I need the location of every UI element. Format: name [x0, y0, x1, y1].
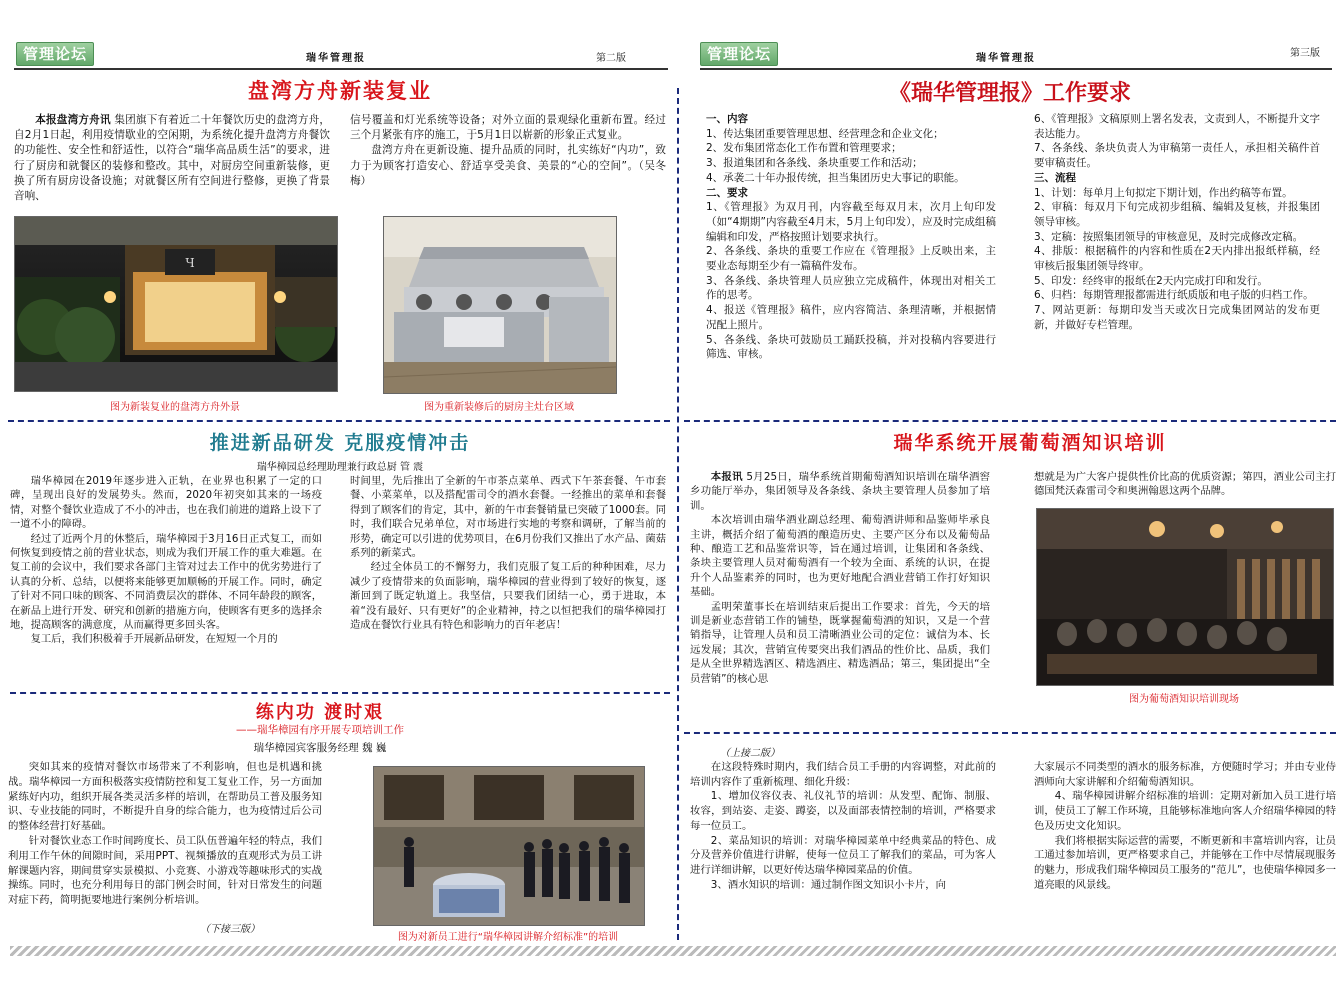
- article2-col1-p1: 瑞华樟园在2019年逐步进入正轨，在业界也积累了一定的口碑，呈现出良好的发展势头。然而，2020年初突如其来的一场疫情，对整个餐饮业造成了不小的冲击，也在我们前进的道路上设下了一道不小的障碍。: [10, 475, 322, 531]
- requirement-line: 7、网站更新：每期印发当天或次日完成集团网站的发布更新，并做好专栏管理。: [1034, 304, 1320, 331]
- requirement-line: 2、各条线、条块的重要工作应在《管理报》上反映出来，主要业态每期至少有一篇稿件发布。: [706, 245, 996, 273]
- article3-title: 练内功 渡时艰: [255, 702, 385, 723]
- article5-lead: 本报讯: [710, 471, 743, 483]
- requirement-line: 3、各条线、条块管理人员应独立完成稿件，体现出对相关工作的思考。: [706, 274, 996, 302]
- article5-p2: 本次培训由瑞华酒业副总经理、葡萄酒讲师和品鉴师毕承良主讲，概括介绍了葡萄酒的酿造历史、主要产区分布以及葡萄品种、酿造工艺和品鉴常识等，旨在通过培训，让集团和各条线、条块主要管理人员对葡萄酒有一个较为全面、系统的认识，在提升个人品鉴素养的同时，也为更好地配合酒业营销工作打好知识基础。: [690, 514, 990, 599]
- article6-col1: [690, 760, 996, 938]
- article2-col1-p2: 经过了近两个月的休整后，瑞华樟园于3月16日正式复工，而如何恢复到疫情之前的营业状态，则成为我们开展工作的重大难题。在复工前的会议中，我们要求各部门主管对过去工作中的优劣势进行了认真的分析、总结，以便将来能够更加顺畅的开展工作。同时，确定了针对不同口味的顾客、不同消费层次的群体、不同年龄段的顾客，在新品上进行开发、研究和创新的措施方向，使顾客有更多的选择余地，提高顾客的满意度，从而赢得更多回头客。: [10, 532, 322, 632]
- article6-col1-p2: 1、增加仪容仪表、礼仪礼节的培训：从发型、配饰、制服、妆容，到站姿、走姿、蹲姿，以及面部表情控制的培训，严格要求每一位员工。: [690, 790, 996, 832]
- requirement-line: 4、排版：根据稿件的内容和性质在2天内排出报纸样稿，经审核后报集团领导终审。: [1034, 245, 1320, 273]
- forum-logo-left: 管理论坛: [16, 42, 94, 66]
- article6-continued: （上接二版）: [720, 748, 780, 759]
- article1-col1: [14, 113, 330, 215]
- article2-col2-p2: 经过全体员工的不懈努力，我们克服了复工后的种种困难，尽力减少了疫情带来的负面影响，瑞华樟园的营业得到了较好的恢复，逐渐回到了既定轨道上。我坚信，只要我们团结一心，勇于进取，本着“没有最好、只有更好”的企业精神，持之以恒把我们的瑞华樟园打造成在餐饮行业具有特色和影响力的百年老店！: [350, 561, 666, 632]
- article1-col1-text: 集团旗下有着近二十年餐饮历史的盘湾方舟，自2月1日起，利用疫情歇业的空闲期，为系统化提升盘湾方舟餐饮的功能性、安全性和舒适性，以符合“瑞华高品质生活”的要求，进行了厨房和就餐区的装修和整改。其中，对厨房空间重新装修，更换了所有厨房设备设施；对就餐区所有空间进行整修，更换了背景音响、: [14, 114, 330, 203]
- page-number-left: 第二版: [596, 53, 626, 64]
- article6-col1-p1: 在这段特殊时期内，我们结合员工手册的内容调整，对此前的培训内容作了重新梳理、细化升级：: [690, 761, 996, 788]
- article2-col1-p3: 复工后，我们积极着手开展新品研发，在短短一个月的: [30, 633, 278, 646]
- article2-title: 推进新品研发 克服疫情冲击: [209, 432, 471, 454]
- article5-p4: 想就是为广大客户提供性价比高的优质资源；第四，酒业公司主打德国梵沃森雷司令和奥洲翰恩这两个品牌。: [1034, 471, 1336, 498]
- kitchen-photo: [383, 216, 617, 394]
- requirement-line: 6、《管理报》文稿原则上署名发表，文责到人，不断提升文字表达能力。: [1034, 113, 1320, 140]
- page-number-right: 第三版: [1290, 48, 1320, 59]
- section-divider-right-1: [684, 420, 1336, 422]
- requirement-line: 三、流程: [1034, 171, 1076, 184]
- article3-continued: （下接三版）: [200, 924, 260, 935]
- requirement-line: 4、报送《管理报》稿件，应内容简洁、条理清晰，并根据情况配上照片。: [706, 304, 996, 331]
- courtyard-training-photo: [373, 766, 645, 926]
- section-divider-left-2: [10, 692, 670, 694]
- requirement-line: 2、发布集团常态化工作布置和管理要求；: [706, 142, 902, 155]
- article4-col2: [1034, 112, 1320, 416]
- article3-body: [8, 760, 322, 938]
- article6-col1-p4: 3、酒水知识的培训：通过制作图文知识小卡片，向: [710, 878, 946, 891]
- requirement-line: 1、计划：每单月上旬拟定下期计划，作出约稿等布置。: [1034, 186, 1293, 199]
- requirement-line: 1、《管理报》为双月刊，内容截至每双月末，次月上旬印发（如“4期期”内容截至4月末，5月上旬印发），应及时完成组稿编辑和印发，严格按照计划要求执行。: [706, 201, 996, 243]
- article5-col2: [1034, 470, 1336, 502]
- article2-col2-p1: 时间里，先后推出了全新的午市茶点菜单、西式下午茶套餐、午市套餐、小菜菜单，以及搭配雷司令的酒水套餐。一经推出的菜单和套餐得到了顾客们的肯定，其中，新的午市套餐销量已突破了1000套。同时，我们联合兄弟单位，对市场进行实地的考察和调研，了解当前的形势，确定可以引进的优势项目，在6月份我们又推出了水产品、菌菇系列的新菜式。: [350, 475, 666, 560]
- article3-caption: 图为对新员工进行“瑞华樟园讲解介绍标准”的培训: [397, 932, 619, 943]
- paper-name-right: 瑞华管理报: [976, 53, 1036, 64]
- header-rule-left: [14, 68, 668, 70]
- article1-col2-p1: 信号覆盖和灯光系统等设备；对外立面的景观绿化重新布置。经过三个月紧张有序的施工，于5月1日以崭新的形象正式复业。: [350, 114, 666, 142]
- article3-p1: 突如其来的疫情对餐饮市场带来了不利影响，但也是机遇和挑战。瑞华樟园一方面积极落实疫情防控和复工复业工作，另一方面加紧练好内功，组织开展各类灵活多样的培训，在帮助员工普及服务知识、专业技能的同时，不断提升自身的综合能力，也为疫情过后公司的整体经营打好基础。: [8, 761, 322, 833]
- article6-col2: [1034, 760, 1336, 938]
- article4-col1: [706, 112, 996, 416]
- article6-col2-p2: 4、瑞华樟园讲解介绍标准的培训：定期对新加入员工进行培训，使员工了解工作环境，且能够标准地向客人介绍瑞华樟园的特色及历史文化知识。: [1034, 790, 1336, 832]
- article3-byline: 瑞华樟园宾客服务经理 魏 巍: [253, 742, 387, 754]
- article5-p3: 孟明荣董事长在培训结束后提出工作要求：首先，今天的培训是新业态营销工作的铺垫，既掌握葡萄酒的知识，又是一个营销指导，让管理人员和员工清晰酒业公司的定位：诚信为本、长远发展；其次，营销宣传要突出我们酒品的性价比、品质，我们是从全世界精选酒区、精选酒庄、精选酒品；第三，集团提出“全员营销”的核心思: [690, 600, 990, 685]
- article2-col2: [350, 474, 666, 688]
- requirement-line: 二、要求: [706, 186, 748, 199]
- requirement-line: 4、承袭二十年办报传统，担当集团历史大事记的职能。: [706, 171, 965, 184]
- header-rule-right: [700, 68, 1332, 70]
- section-divider-right-2: [684, 732, 1336, 734]
- article5-col1: [690, 470, 990, 730]
- article1-title: 盘湾方舟新装复业: [248, 79, 432, 103]
- article2-byline: 瑞华樟园总经理助理兼行政总厨 管 震: [256, 462, 424, 473]
- article3-p2: 针对餐饮业态工作时间跨度长、员工队伍普遍年轻的特点，我们利用工作午休的间隙时间，采用PPT、视频播放的直观形式为员工讲解课题内容，期间贯穿实景模拟、小竞赛、小游戏等趣味形式的实战操练。同时，也充分利用每日的部门例会时间，针对日常发生的问题对症下药，简明扼要地进行案例分析培训。: [8, 834, 322, 907]
- requirement-line: 一、内容: [706, 113, 748, 125]
- restaurant-exterior-photo: [14, 216, 338, 392]
- article1-col2-p2: 盘湾方舟在更新设施、提升品质的同时，扎实练好“内功”，致力于为顾客打造安心、舒适享受美食、美景的“心的空间”。（吴冬梅）: [350, 144, 666, 187]
- requirement-line: 5、印发：经终审的报纸在2天内完成打印和发行。: [1034, 274, 1268, 287]
- paper-name-left: 瑞华管理报: [306, 53, 366, 64]
- page-divider: [677, 88, 679, 940]
- requirement-line: 3、定稿：按照集团领导的审核意见，及时完成修改定稿。: [1034, 230, 1304, 243]
- article1-caption1: 图为新装复业的盘湾方舟外景: [110, 402, 240, 413]
- article6-col2-p1: 大家展示不同类型的酒水的服务标准，方便随时学习；并由专业侍酒师向大家讲解和介绍葡萄酒知识。: [1034, 761, 1336, 788]
- svg-text:Ч: Ч: [185, 256, 195, 270]
- article5-title: 瑞华系统开展葡萄酒知识培训: [893, 432, 1167, 454]
- bottom-decorative-band: [10, 946, 1336, 956]
- requirement-line: 1、传达集团重要管理思想、经营理念和企业文化；: [706, 127, 944, 140]
- wine-training-photo: [1036, 508, 1334, 686]
- requirement-line: 6、归档：每期管理报都需进行纸质版和电子版的归档工作。: [1034, 289, 1314, 302]
- article3-subtitle: ——瑞华樟园有序开展专项培训工作: [236, 724, 404, 736]
- requirement-line: 5、各条线、条块可鼓励员工踊跃投稿，并对投稿内容要进行筛选、审核。: [706, 333, 996, 361]
- forum-logo-right: 管理论坛: [700, 42, 778, 66]
- article6-col2-p3: 我们将根据实际运营的需要，不断更新和丰富培训内容，让员工通过参加培训，更严格要求自己，并能够在工作中尽情展现服务的魅力，形成我们瑞华樟园员工服务的“范儿”，也使瑞华樟园多一道亮眼的风景线。: [1034, 834, 1336, 891]
- article2-col1: [10, 474, 322, 688]
- article1-lead: 本报盘湾方舟讯: [35, 114, 111, 126]
- requirement-line: 7、各条线、条块负责人为审稿第一责任人，承担相关稿件首要审稿责任。: [1034, 142, 1320, 170]
- article1-caption2: 图为重新装修后的厨房主灶台区域: [424, 402, 574, 413]
- article4-title: 《瑞华管理报》工作要求: [888, 81, 1131, 106]
- article6-col1-p3: 2、菜品知识的培训：对瑞华樟园菜单中经典菜品的特色、成分及营养价值进行讲解，使每一位员工了解我们的菜品，可为客人进行详细讲解，以更好传达瑞华樟园菜品的价值。: [690, 834, 996, 876]
- requirement-line: 3、报道集团和各条线、条块重要工作和活动；: [706, 157, 923, 170]
- article1-col2: [350, 113, 666, 215]
- section-divider-left-1: [8, 420, 670, 422]
- article5-caption: 图为葡萄酒知识培训现场: [1129, 694, 1239, 705]
- requirement-line: 2、审稿：每双月下旬完成初步组稿、编辑及复核，并报集团领导审核。: [1034, 201, 1320, 228]
- article5-p1: 5月25日，瑞华系统首期葡萄酒知识培训在瑞华酒窖乡功能厅举办，集团领导及各条线、条块主要管理人员参加了培训。: [690, 471, 990, 512]
